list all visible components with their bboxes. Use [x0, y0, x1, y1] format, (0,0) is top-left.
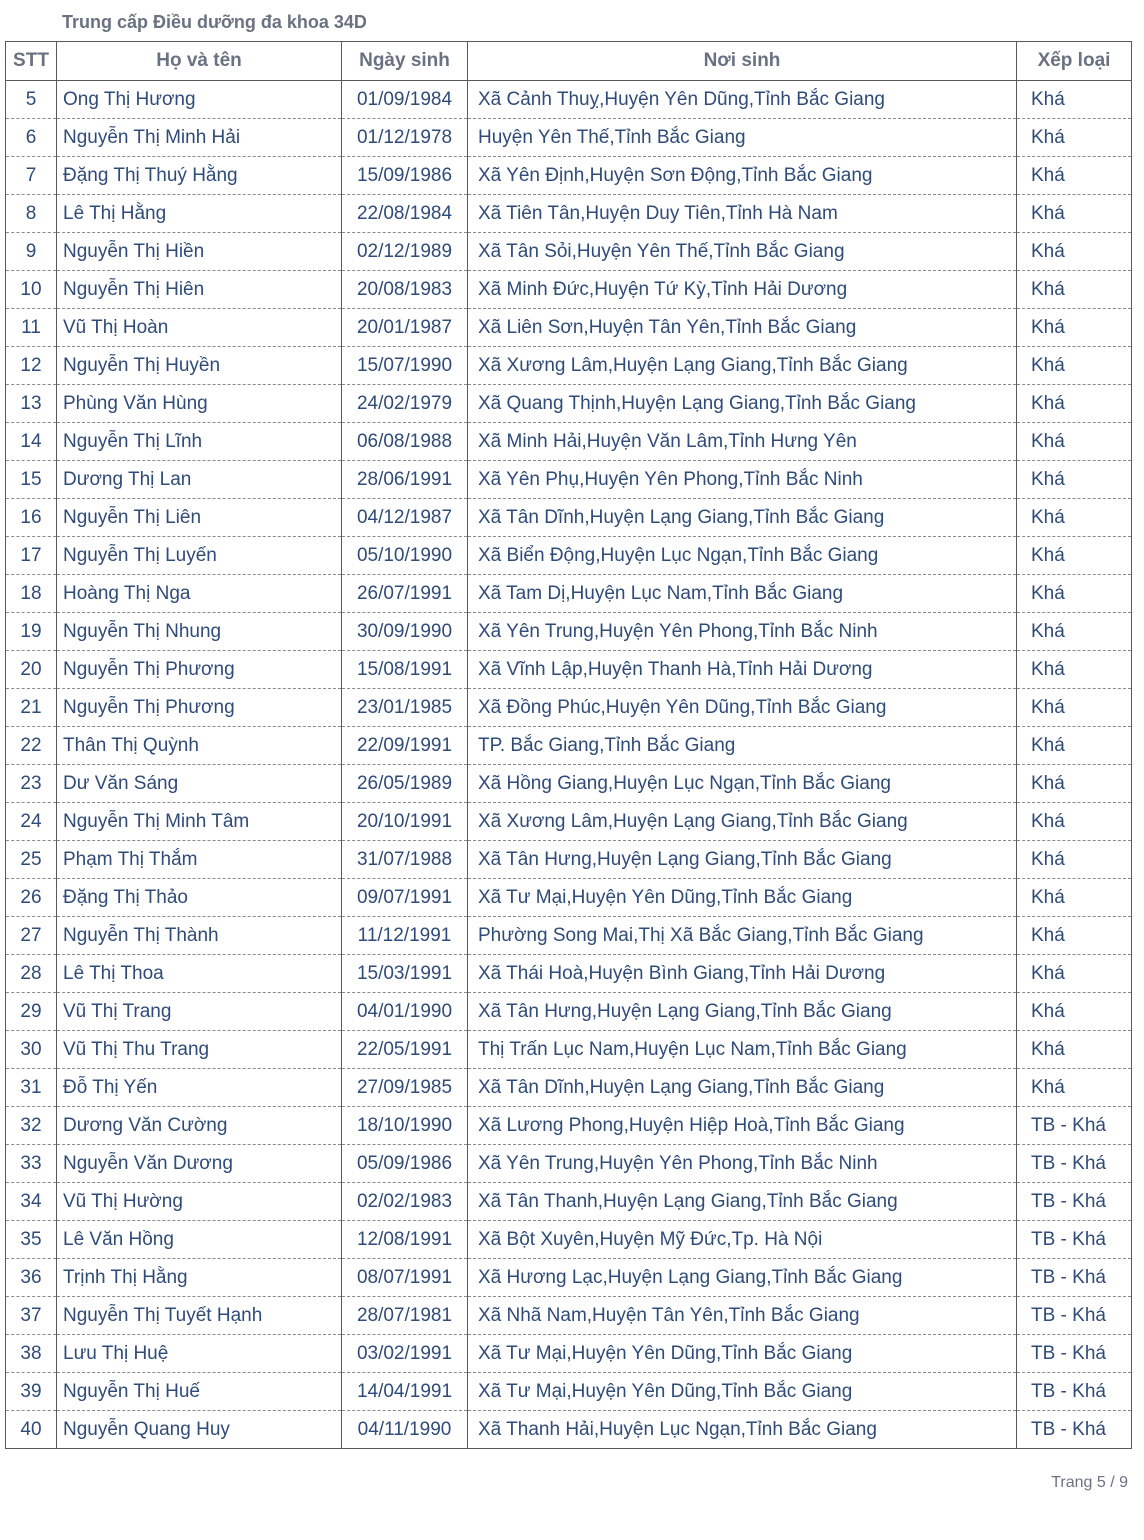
row-birthplace: Xã Xương Lâm,Huyện Lạng Giang,Tỉnh Bắc Giang — [468, 347, 1017, 385]
header-dob: Ngày sinh — [342, 42, 468, 81]
row-rank: TB - Khá — [1017, 1297, 1132, 1335]
row-name: Lưu Thị Huệ — [57, 1335, 342, 1373]
row-stt: 15 — [6, 461, 57, 499]
row-dob: 04/01/1990 — [342, 993, 468, 1031]
table-row — [6, 309, 1132, 347]
row-stt: 23 — [6, 765, 57, 803]
row-stt: 14 — [6, 423, 57, 461]
row-birthplace: Xã Tư Mại,Huyện Yên Dũng,Tỉnh Bắc Giang — [468, 879, 1017, 917]
row-stt: 13 — [6, 385, 57, 423]
row-stt: 30 — [6, 1031, 57, 1069]
row-dob: 28/06/1991 — [342, 461, 468, 499]
row-dob: 18/10/1990 — [342, 1107, 468, 1145]
row-birthplace: Xã Tân Hưng,Huyện Lạng Giang,Tỉnh Bắc Giang — [468, 993, 1017, 1031]
row-dob: 26/07/1991 — [342, 575, 468, 613]
row-birthplace: TP. Bắc Giang,Tỉnh Bắc Giang — [468, 727, 1017, 765]
header-row — [6, 42, 1132, 81]
row-name: Nguyễn Thị Lĩnh — [57, 423, 342, 461]
row-dob: 22/08/1984 — [342, 195, 468, 233]
table-row — [6, 233, 1132, 271]
row-birthplace: Xã Lương Phong,Huyện Hiệp Hoà,Tỉnh Bắc Giang — [468, 1107, 1017, 1145]
row-name: Dương Thị Lan — [57, 461, 342, 499]
row-rank: TB - Khá — [1017, 1183, 1132, 1221]
row-dob: 15/07/1990 — [342, 347, 468, 385]
table-row — [6, 651, 1132, 689]
table-body — [6, 81, 1132, 1449]
table-row — [6, 81, 1132, 119]
row-name: Hoàng Thị Nga — [57, 575, 342, 613]
row-rank: Khá — [1017, 727, 1132, 765]
row-name: Nguyễn Thị Luyến — [57, 537, 342, 575]
row-name: Thân Thị Quỳnh — [57, 727, 342, 765]
row-dob: 20/01/1987 — [342, 309, 468, 347]
row-name: Dư Văn Sáng — [57, 765, 342, 803]
row-name: Đặng Thị Thảo — [57, 879, 342, 917]
row-stt: 6 — [6, 119, 57, 157]
row-dob: 04/12/1987 — [342, 499, 468, 537]
row-stt: 34 — [6, 1183, 57, 1221]
row-stt: 38 — [6, 1335, 57, 1373]
table-row — [6, 347, 1132, 385]
row-rank: Khá — [1017, 461, 1132, 499]
row-name: Đỗ Thị Yến — [57, 1069, 342, 1107]
row-name: Nguyễn Thị Huyền — [57, 347, 342, 385]
row-name: Vũ Thị Hoàn — [57, 309, 342, 347]
row-name: Nguyễn Quang Huy — [57, 1411, 342, 1449]
row-birthplace: Phường Song Mai,Thị Xã Bắc Giang,Tỉnh Bắc Giang — [468, 917, 1017, 955]
row-stt: 21 — [6, 689, 57, 727]
row-stt: 12 — [6, 347, 57, 385]
row-rank: Khá — [1017, 765, 1132, 803]
row-rank: TB - Khá — [1017, 1145, 1132, 1183]
row-birthplace: Xã Nhã Nam,Huyện Tân Yên,Tỉnh Bắc Giang — [468, 1297, 1017, 1335]
row-dob: 05/10/1990 — [342, 537, 468, 575]
row-rank: TB - Khá — [1017, 1373, 1132, 1411]
row-stt: 16 — [6, 499, 57, 537]
row-birthplace: Xã Yên Định,Huyện Sơn Động,Tỉnh Bắc Giang — [468, 157, 1017, 195]
table-row — [6, 765, 1132, 803]
row-dob: 08/07/1991 — [342, 1259, 468, 1297]
row-birthplace: Xã Minh Hải,Huyện Văn Lâm,Tỉnh Hưng Yên — [468, 423, 1017, 461]
row-rank: Khá — [1017, 157, 1132, 195]
row-dob: 27/09/1985 — [342, 1069, 468, 1107]
row-rank: Khá — [1017, 879, 1132, 917]
row-birthplace: Xã Cảnh Thuỵ,Huyện Yên Dũng,Tỉnh Bắc Giang — [468, 81, 1017, 119]
row-birthplace: Xã Tiên Tân,Huyện Duy Tiên,Tỉnh Hà Nam — [468, 195, 1017, 233]
table-row — [6, 727, 1132, 765]
row-dob: 20/10/1991 — [342, 803, 468, 841]
row-birthplace: Huyện Yên Thế,Tỉnh Bắc Giang — [468, 119, 1017, 157]
row-stt: 19 — [6, 613, 57, 651]
row-rank: Khá — [1017, 803, 1132, 841]
row-birthplace: Xã Yên Trung,Huyện Yên Phong,Tỉnh Bắc Ninh — [468, 613, 1017, 651]
table-row — [6, 689, 1132, 727]
table-row — [6, 157, 1132, 195]
row-birthplace: Xã Tân Dĩnh,Huyện Lạng Giang,Tỉnh Bắc Giang — [468, 499, 1017, 537]
row-dob: 28/07/1981 — [342, 1297, 468, 1335]
table-row — [6, 1411, 1132, 1449]
row-name: Vũ Thị Thu Trang — [57, 1031, 342, 1069]
row-birthplace: Xã Vĩnh Lập,Huyện Thanh Hà,Tỉnh Hải Dương — [468, 651, 1017, 689]
row-rank: Khá — [1017, 689, 1132, 727]
row-rank: TB - Khá — [1017, 1259, 1132, 1297]
document-title: Trung cấp Điều dưỡng đa khoa 34D — [62, 12, 367, 32]
row-birthplace: Xã Tân Sỏi,Huyện Yên Thế,Tỉnh Bắc Giang — [468, 233, 1017, 271]
row-dob: 02/12/1989 — [342, 233, 468, 271]
row-rank: Khá — [1017, 309, 1132, 347]
row-rank: Khá — [1017, 955, 1132, 993]
row-stt: 37 — [6, 1297, 57, 1335]
table-row — [6, 993, 1132, 1031]
row-stt: 28 — [6, 955, 57, 993]
header-name: Họ và tên — [57, 42, 342, 81]
table-row — [6, 841, 1132, 879]
row-stt: 40 — [6, 1411, 57, 1449]
header-stt: STT — [6, 42, 57, 81]
row-dob: 12/08/1991 — [342, 1221, 468, 1259]
row-name: Ong Thị Hương — [57, 81, 342, 119]
row-name: Nguyễn Thị Nhung — [57, 613, 342, 651]
row-stt: 25 — [6, 841, 57, 879]
table-row — [6, 1373, 1132, 1411]
row-dob: 03/02/1991 — [342, 1335, 468, 1373]
table-row — [6, 271, 1132, 309]
row-dob: 22/05/1991 — [342, 1031, 468, 1069]
row-stt: 39 — [6, 1373, 57, 1411]
row-dob: 04/11/1990 — [342, 1411, 468, 1449]
page-number: Trang 5 / 9 — [1051, 1474, 1128, 1491]
row-dob: 26/05/1989 — [342, 765, 468, 803]
row-rank: Khá — [1017, 119, 1132, 157]
table-row — [6, 1335, 1132, 1373]
row-stt: 33 — [6, 1145, 57, 1183]
row-birthplace: Xã Tam Dị,Huyện Lục Nam,Tỉnh Bắc Giang — [468, 575, 1017, 613]
row-dob: 31/07/1988 — [342, 841, 468, 879]
row-dob: 23/01/1985 — [342, 689, 468, 727]
header-rank: Xếp loại — [1017, 42, 1132, 81]
row-rank: Khá — [1017, 1069, 1132, 1107]
row-name: Đặng Thị Thuý Hằng — [57, 157, 342, 195]
row-birthplace: Xã Tư Mại,Huyện Yên Dũng,Tỉnh Bắc Giang — [468, 1373, 1017, 1411]
row-stt: 24 — [6, 803, 57, 841]
row-rank: Khá — [1017, 195, 1132, 233]
row-name: Nguyễn Thị Thành — [57, 917, 342, 955]
row-stt: 29 — [6, 993, 57, 1031]
row-rank: Khá — [1017, 81, 1132, 119]
table-row — [6, 385, 1132, 423]
row-rank: Khá — [1017, 423, 1132, 461]
row-stt: 8 — [6, 195, 57, 233]
row-birthplace: Xã Tân Thanh,Huyện Lạng Giang,Tỉnh Bắc Giang — [468, 1183, 1017, 1221]
row-rank: Khá — [1017, 651, 1132, 689]
row-rank: TB - Khá — [1017, 1411, 1132, 1449]
row-name: Nguyễn Văn Dương — [57, 1145, 342, 1183]
row-rank: Khá — [1017, 917, 1132, 955]
table-row — [6, 461, 1132, 499]
row-dob: 05/09/1986 — [342, 1145, 468, 1183]
row-birthplace: Xã Thái Hoà,Huyện Bình Giang,Tỉnh Hải Dương — [468, 955, 1017, 993]
row-dob: 11/12/1991 — [342, 917, 468, 955]
row-dob: 02/02/1983 — [342, 1183, 468, 1221]
row-birthplace: Xã Liên Sơn,Huyện Tân Yên,Tỉnh Bắc Giang — [468, 309, 1017, 347]
row-rank: Khá — [1017, 347, 1132, 385]
row-rank: Khá — [1017, 1031, 1132, 1069]
row-name: Nguyễn Thị Phương — [57, 689, 342, 727]
table-row — [6, 1221, 1132, 1259]
row-stt: 35 — [6, 1221, 57, 1259]
row-dob: 01/09/1984 — [342, 81, 468, 119]
table-row — [6, 1297, 1132, 1335]
row-stt: 36 — [6, 1259, 57, 1297]
table-row — [6, 537, 1132, 575]
row-stt: 9 — [6, 233, 57, 271]
row-dob: 30/09/1990 — [342, 613, 468, 651]
student-table-container — [5, 41, 1131, 1449]
row-birthplace: Xã Đồng Phúc,Huyện Yên Dũng,Tỉnh Bắc Giang — [468, 689, 1017, 727]
row-stt: 18 — [6, 575, 57, 613]
row-rank: TB - Khá — [1017, 1335, 1132, 1373]
table-row — [6, 1145, 1132, 1183]
row-dob: 14/04/1991 — [342, 1373, 468, 1411]
table-row — [6, 1107, 1132, 1145]
row-birthplace: Xã Hương Lạc,Huyện Lạng Giang,Tỉnh Bắc Giang — [468, 1259, 1017, 1297]
row-name: Nguyễn Thị Tuyết Hạnh — [57, 1297, 342, 1335]
row-dob: 01/12/1978 — [342, 119, 468, 157]
table-row — [6, 955, 1132, 993]
table-row — [6, 195, 1132, 233]
row-birthplace: Xã Bột Xuyên,Huyện Mỹ Đức,Tp. Hà Nội — [468, 1221, 1017, 1259]
row-stt: 27 — [6, 917, 57, 955]
row-dob: 15/09/1986 — [342, 157, 468, 195]
table-row — [6, 613, 1132, 651]
table-header — [6, 42, 1132, 81]
row-birthplace: Xã Tân Dĩnh,Huyện Lạng Giang,Tỉnh Bắc Giang — [468, 1069, 1017, 1107]
row-name: Nguyễn Thị Huế — [57, 1373, 342, 1411]
row-birthplace: Xã Hồng Giang,Huyện Lục Ngạn,Tỉnh Bắc Giang — [468, 765, 1017, 803]
row-dob: 15/08/1991 — [342, 651, 468, 689]
row-birthplace: Xã Yên Phụ,Huyện Yên Phong,Tỉnh Bắc Ninh — [468, 461, 1017, 499]
table-row — [6, 803, 1132, 841]
row-stt: 32 — [6, 1107, 57, 1145]
row-name: Nguyễn Thị Minh Hải — [57, 119, 342, 157]
row-dob: 06/08/1988 — [342, 423, 468, 461]
row-name: Nguyễn Thị Liên — [57, 499, 342, 537]
table-row — [6, 119, 1132, 157]
row-dob: 15/03/1991 — [342, 955, 468, 993]
row-stt: 26 — [6, 879, 57, 917]
row-rank: Khá — [1017, 271, 1132, 309]
row-rank: Khá — [1017, 841, 1132, 879]
row-birthplace: Xã Tư Mại,Huyện Yên Dũng,Tỉnh Bắc Giang — [468, 1335, 1017, 1373]
table-row — [6, 917, 1132, 955]
row-rank: Khá — [1017, 233, 1132, 271]
table-row — [6, 1031, 1132, 1069]
row-dob: 20/08/1983 — [342, 271, 468, 309]
row-name: Nguyễn Thị Hiền — [57, 233, 342, 271]
row-rank: Khá — [1017, 499, 1132, 537]
table-row — [6, 423, 1132, 461]
row-dob: 22/09/1991 — [342, 727, 468, 765]
row-stt: 17 — [6, 537, 57, 575]
row-rank: Khá — [1017, 385, 1132, 423]
row-name: Vũ Thị Trang — [57, 993, 342, 1031]
row-name: Lê Thị Hằng — [57, 195, 342, 233]
row-dob: 24/02/1979 — [342, 385, 468, 423]
table-row — [6, 1069, 1132, 1107]
row-stt: 10 — [6, 271, 57, 309]
row-stt: 5 — [6, 81, 57, 119]
row-stt: 7 — [6, 157, 57, 195]
row-stt: 31 — [6, 1069, 57, 1107]
row-name: Phùng Văn Hùng — [57, 385, 342, 423]
row-birthplace: Thị Trấn Lục Nam,Huyện Lục Nam,Tỉnh Bắc Giang — [468, 1031, 1017, 1069]
row-name: Phạm Thị Thắm — [57, 841, 342, 879]
table-row — [6, 1183, 1132, 1221]
row-stt: 22 — [6, 727, 57, 765]
row-rank: Khá — [1017, 613, 1132, 651]
row-name: Nguyễn Thị Minh Tâm — [57, 803, 342, 841]
row-rank: TB - Khá — [1017, 1107, 1132, 1145]
row-name: Lê Văn Hồng — [57, 1221, 342, 1259]
row-birthplace: Xã Yên Trung,Huyện Yên Phong,Tỉnh Bắc Ninh — [468, 1145, 1017, 1183]
row-name: Nguyễn Thị Phương — [57, 651, 342, 689]
row-birthplace: Xã Xương Lâm,Huyện Lạng Giang,Tỉnh Bắc Giang — [468, 803, 1017, 841]
table-row — [6, 575, 1132, 613]
row-dob: 09/07/1991 — [342, 879, 468, 917]
row-name: Vũ Thị Hường — [57, 1183, 342, 1221]
row-birthplace: Xã Minh Đức,Huyện Tứ Kỳ,Tỉnh Hải Dương — [468, 271, 1017, 309]
row-birthplace: Xã Thanh Hải,Huyện Lục Ngạn,Tỉnh Bắc Giang — [468, 1411, 1017, 1449]
row-rank: Khá — [1017, 993, 1132, 1031]
table-row — [6, 1259, 1132, 1297]
row-stt: 11 — [6, 309, 57, 347]
row-name: Dương Văn Cường — [57, 1107, 342, 1145]
student-table — [5, 41, 1132, 1449]
row-rank: Khá — [1017, 575, 1132, 613]
row-birthplace: Xã Biển Động,Huyện Lục Ngạn,Tỉnh Bắc Giang — [468, 537, 1017, 575]
row-name: Nguyễn Thị Hiên — [57, 271, 342, 309]
row-birthplace: Xã Quang Thịnh,Huyện Lạng Giang,Tỉnh Bắc Giang — [468, 385, 1017, 423]
row-name: Lê Thị Thoa — [57, 955, 342, 993]
row-birthplace: Xã Tân Hưng,Huyện Lạng Giang,Tỉnh Bắc Giang — [468, 841, 1017, 879]
row-name: Trịnh Thị Hằng — [57, 1259, 342, 1297]
table-row — [6, 879, 1132, 917]
row-rank: Khá — [1017, 537, 1132, 575]
header-birthplace: Nơi sinh — [468, 42, 1017, 81]
table-row — [6, 499, 1132, 537]
row-rank: TB - Khá — [1017, 1221, 1132, 1259]
row-stt: 20 — [6, 651, 57, 689]
